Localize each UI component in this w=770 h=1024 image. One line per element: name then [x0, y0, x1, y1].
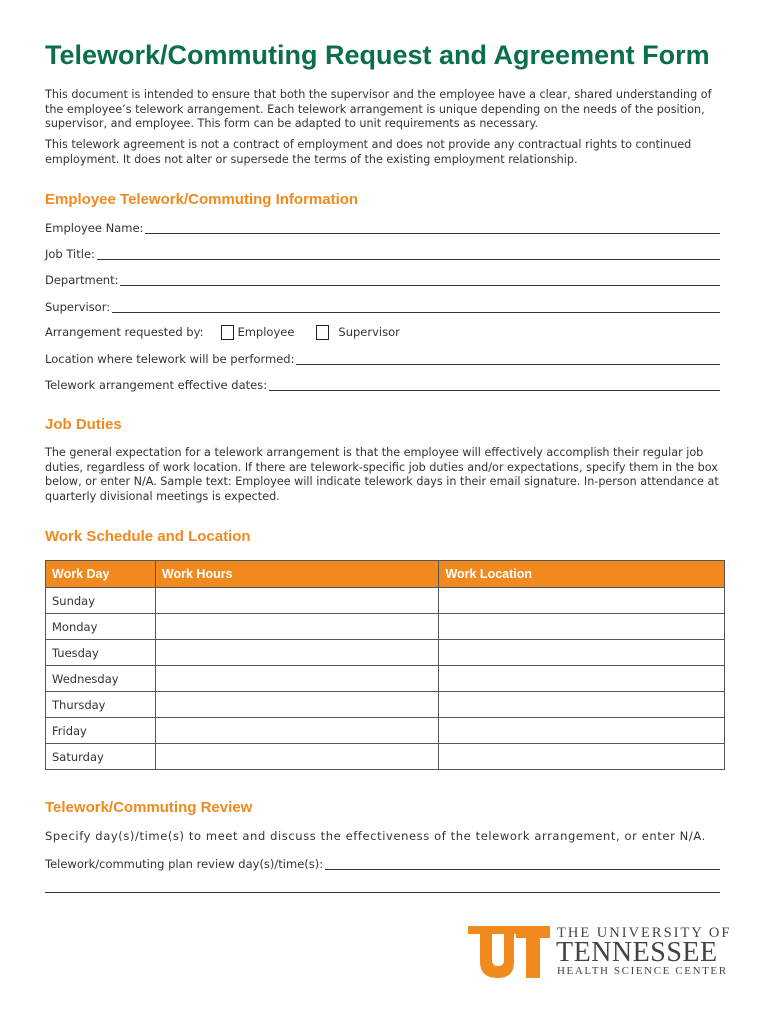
ut-mark-icon: [468, 926, 550, 978]
job-duties-text: The general expectation for a telework arrangement is that the employee will effectively accomplish their regular job duties, regardless of work location. If there are telework-specific job duties and/or expectations, specify them in the box below, or enter N/A. Sample text: Employee will indicate telework days in their email signature. In-person attendance at quarterly divisional meetings is expected.: [45, 446, 719, 503]
work-location-header: Work Location: [439, 561, 725, 588]
table-row: [46, 692, 725, 718]
employee-name-label: Employee Name:: [45, 221, 144, 235]
logo-tennessee: TENNESSEE: [556, 937, 718, 968]
hours-cell[interactable]: [155, 640, 439, 666]
table-row: [46, 666, 725, 692]
location-cell[interactable]: [439, 588, 725, 614]
employee-checkbox[interactable]: [221, 325, 234, 340]
location-label: Location where telework will be performed:: [45, 352, 295, 366]
location-cell[interactable]: [439, 718, 725, 744]
day-cell: Saturday: [46, 744, 156, 770]
form-title: Telework/Commuting Request and Agreement Form: [45, 40, 710, 70]
day-cell: Monday: [46, 614, 156, 640]
hours-cell[interactable]: [155, 718, 439, 744]
review-plan-continuation-line[interactable]: [45, 892, 720, 893]
arrangement-row: [45, 323, 400, 341]
hours-cell[interactable]: [155, 692, 439, 718]
table-row: [46, 588, 725, 614]
job-title-field[interactable]: [45, 245, 720, 261]
location-cell[interactable]: [439, 666, 725, 692]
effective-dates-input-line[interactable]: [269, 378, 720, 391]
job-duties-heading: Job Duties: [45, 416, 122, 433]
review-instruction: Specify day(s)/time(s) to meet and discuss the effectiveness of the telework arrangement, or enter N/A.: [45, 829, 706, 843]
location-input-line[interactable]: [296, 352, 720, 365]
location-field[interactable]: [45, 350, 720, 366]
job-title-input-line[interactable]: [97, 247, 720, 260]
supervisor-field[interactable]: [45, 298, 720, 314]
supervisor-option-label: Supervisor: [338, 325, 400, 339]
review-plan-input-line[interactable]: [325, 857, 720, 870]
job-title-label: Job Title:: [45, 247, 95, 261]
review-heading: Telework/Commuting Review: [45, 799, 253, 816]
table-row: [46, 640, 725, 666]
day-cell: Tuesday: [46, 640, 156, 666]
hours-cell[interactable]: [155, 588, 439, 614]
location-cell[interactable]: [439, 692, 725, 718]
disclaimer-paragraph: This telework agreement is not a contract of employment and does not provide any contractual rights to continued employment. It does not alter or supersede the terms of the existing employment relationship.: [45, 138, 692, 166]
arrangement-label: Arrangement requested by:: [45, 325, 204, 339]
location-cell[interactable]: [439, 640, 725, 666]
employee-name-input-line[interactable]: [145, 221, 720, 234]
work-day-header: Work Day: [46, 561, 156, 588]
logo-health-science-center: HEALTH SCIENCE CENTER: [557, 965, 728, 977]
day-cell: Wednesday: [46, 666, 156, 692]
hours-cell[interactable]: [155, 744, 439, 770]
employee-info-heading: Employee Telework/Commuting Information: [45, 191, 359, 208]
review-plan-label: Telework/commuting plan review day(s)/time(s):: [45, 857, 324, 871]
schedule-heading: Work Schedule and Location: [45, 528, 251, 545]
hours-cell[interactable]: [155, 666, 439, 692]
location-cell[interactable]: [439, 614, 725, 640]
day-cell: Thursday: [46, 692, 156, 718]
effective-dates-field[interactable]: [45, 376, 720, 392]
table-row: [46, 614, 725, 640]
day-cell: Friday: [46, 718, 156, 744]
supervisor-checkbox[interactable]: [316, 325, 329, 340]
intro-paragraph: This document is intended to ensure that both the supervisor and the employee have a clear, shared understanding of the employee’s telework arrangement. Each telework arrangement is unique depending on the needs of the position, supervisor, and employee. This form can be adapted to unit requirements as necessary.: [45, 88, 712, 130]
table-row: [46, 718, 725, 744]
day-cell: Sunday: [46, 588, 156, 614]
supervisor-label: Supervisor:: [45, 300, 111, 314]
table-row: [46, 744, 725, 770]
schedule-table: [45, 560, 725, 770]
department-label: Department:: [45, 273, 119, 287]
supervisor-input-line[interactable]: [112, 300, 720, 313]
effective-dates-label: Telework arrangement effective dates:: [45, 378, 268, 392]
department-field[interactable]: [45, 271, 720, 287]
logo-university-of: THE UNIVERSITY OF: [557, 925, 732, 941]
hours-cell[interactable]: [155, 614, 439, 640]
employee-option-label: Employee: [237, 325, 295, 339]
location-cell[interactable]: [439, 744, 725, 770]
schedule-header-row: [46, 561, 725, 588]
work-hours-header: Work Hours: [155, 561, 439, 588]
employee-name-field[interactable]: [45, 219, 720, 235]
department-input-line[interactable]: [120, 273, 720, 286]
review-plan-field[interactable]: [45, 855, 720, 871]
